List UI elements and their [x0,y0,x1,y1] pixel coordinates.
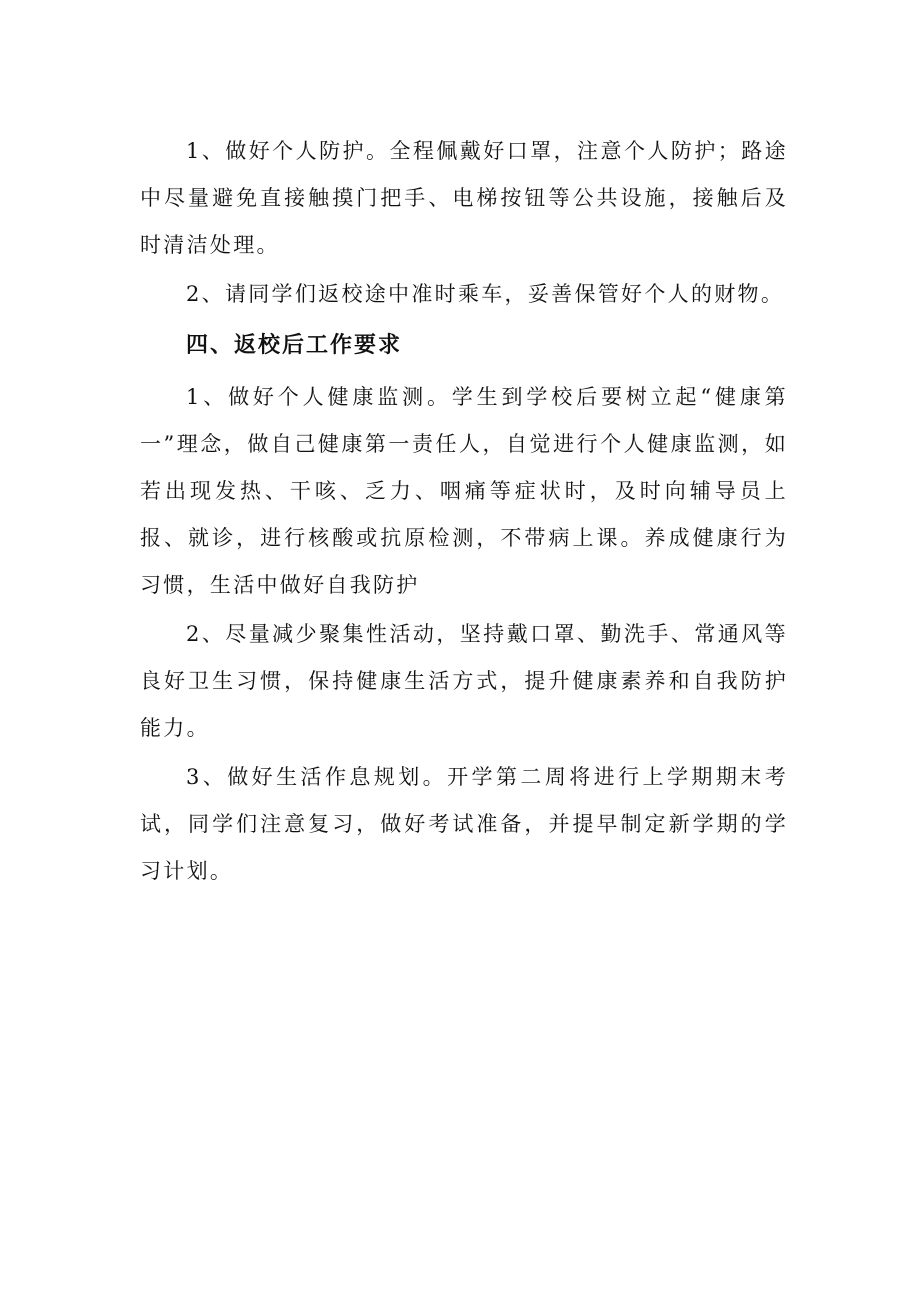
paragraph-schedule-planning: 3、做好生活作息规划。开学第二周将进行上学期期末考试，同学们注意复习，做好考试准备，并提早制定新学期的学习计划。 [140,765,788,883]
section-heading: 四、返校后工作要求 [186,333,403,358]
paragraph-reduce-gatherings: 2、尽量减少聚集性活动，坚持戴口罩、勤洗手、常通风等良好卫生习惯，保持健康生活方式，提升健康素养和自我防护能力。 [140,622,788,740]
paragraph-punctual-travel: 2、请同学们返校途中准时乘车，妥善保管好个人的财物。 [186,282,785,306]
paragraph-health-monitoring: 1、做好个人健康监测。学生到学校后要树立起“健康第一”理念，做自己健康第一责任人，自觉进行个人健康监测，如若出现发热、干咳、乏力、咽痛等症状时，及时向辅导员上报、就诊，进行核酸或抗原检测，不带病上课。养成健康行为习惯，生活中做好自我防护 [140,385,788,597]
paragraph-personal-protection: 1、做好个人防护。全程佩戴好口罩，注意个人防护；路途中尽量避免直接触摸门把手、电梯按钮等公共设施，接触后及时清洁处理。 [140,139,788,257]
document-page [140,128,788,895]
